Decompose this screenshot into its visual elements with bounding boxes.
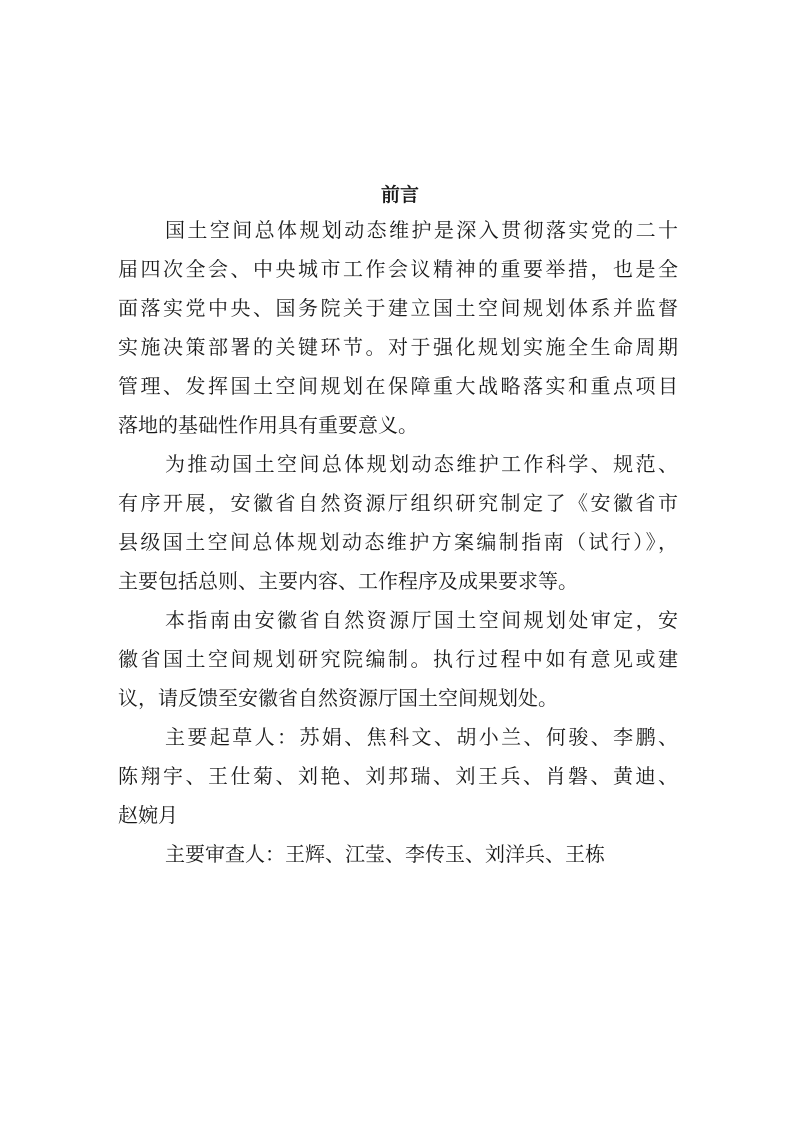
- text-line: 届四次全会、中央城市工作会议精神的重要举措，也是全: [118, 257, 678, 281]
- text-line: 徽省国土空间规划研究院编制。执行过程中如有意见或建: [118, 647, 678, 671]
- text-line: 县级国土空间总体规划动态维护方案编制指南（试行）》，: [118, 530, 678, 554]
- text-line: 主要起草人：苏娟、焦科文、胡小兰、何骏、李鹏、: [165, 725, 678, 749]
- text-line: 本指南由安徽省自然资源厅国土空间规划处审定，安: [165, 608, 678, 632]
- text-line: 管理、发挥国土空间规划在保障重大战略落实和重点项目: [118, 374, 678, 398]
- text-line: 主要包括总则、主要内容、工作程序及成果要求等。: [118, 569, 578, 593]
- text-line: 面落实党中央、国务院关于建立国土空间规划体系并监督: [118, 296, 678, 320]
- text-line: 为推动国土空间总体规划动态维护工作科学、规范、: [165, 452, 678, 476]
- text-line: 实施决策部署的关键环节。对于强化规划实施全生命周期: [118, 335, 678, 359]
- text-line: 议，请反馈至安徽省自然资源厅国土空间规划处。: [118, 686, 558, 710]
- text-line: 赵婉月: [118, 803, 178, 827]
- text-line: 陈翔宇、王仕菊、刘艳、刘邦瑞、刘王兵、肖磐、黄迪、: [118, 764, 678, 788]
- text-line: 落地的基础性作用具有重要意义。: [118, 413, 418, 437]
- page-title: 前言: [380, 184, 419, 206]
- text-line: 有序开展，安徽省自然资源厅组织研究制定了《安徽省市: [118, 491, 678, 515]
- text-line: 主要审查人：王辉、江莹、李传玉、刘洋兵、王栋: [165, 842, 605, 866]
- text-line: 国土空间总体规划动态维护是深入贯彻落实党的二十: [165, 218, 678, 242]
